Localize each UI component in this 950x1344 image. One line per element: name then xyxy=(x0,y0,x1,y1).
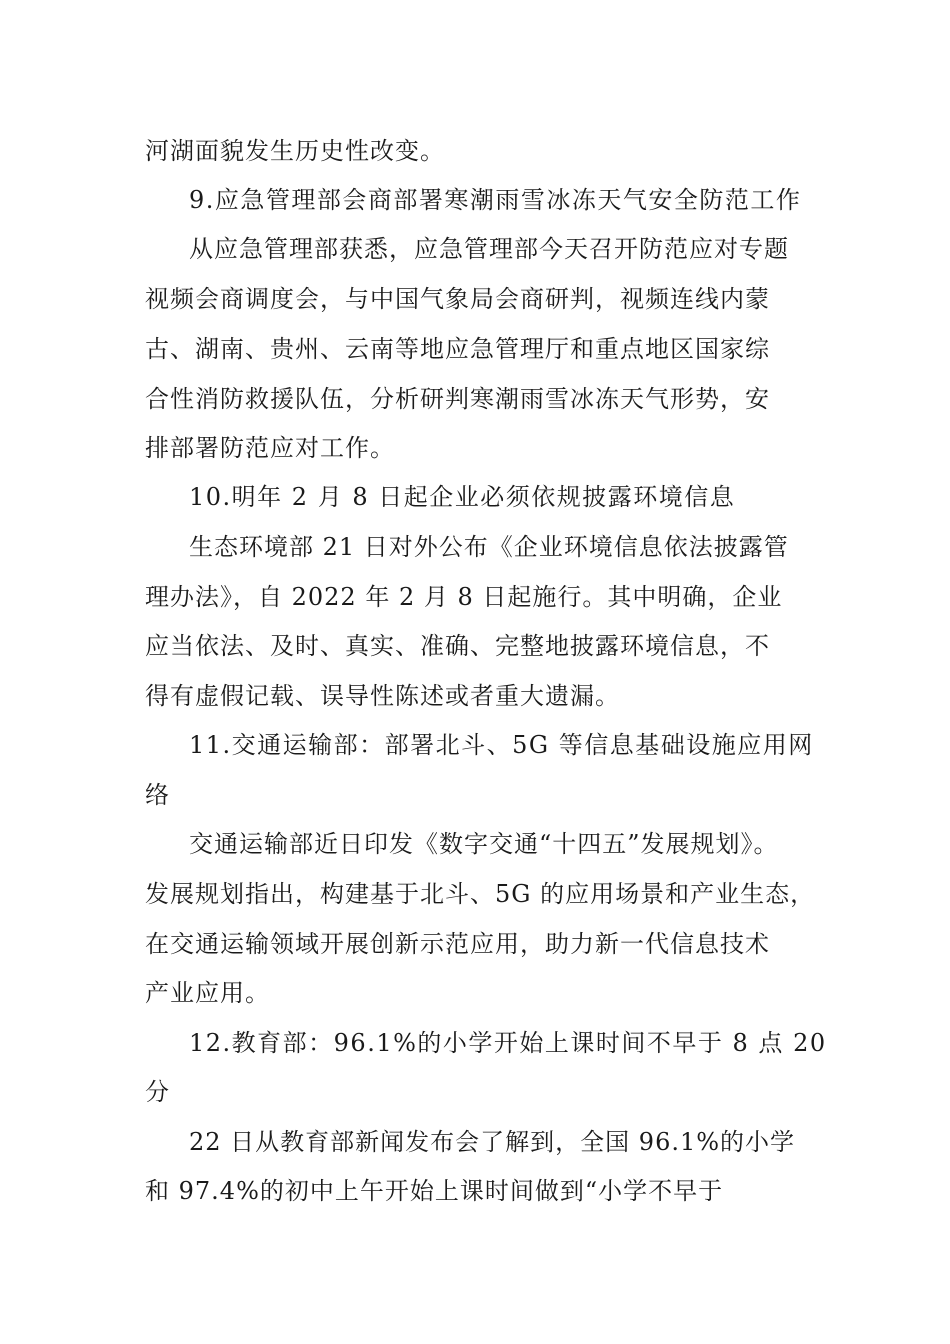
section-heading-11-continuation: 络 xyxy=(145,781,170,809)
paragraph-line: 和 97.4%的初中上午开始上课时间做到“小学不早于 xyxy=(145,1177,724,1205)
paragraph-line: 应当依法、及时、真实、准确、完整地披露环境信息，不 xyxy=(145,632,770,660)
paragraph-line: 生态环境部 21 日对外公布《企业环境信息依法披露管 xyxy=(189,533,789,561)
paragraph-line: 排部署防范应对工作。 xyxy=(145,434,395,462)
paragraph-line: 理办法》，自 2022 年 2 月 8 日起施行。其中明确，企业 xyxy=(145,583,783,611)
paragraph-line: 合性消防救援队伍，分析研判寒潮雨雪冰冻天气形势，安 xyxy=(145,385,770,413)
paragraph-line: 发展规划指出，构建基于北斗、5G 的应用场景和产业生态， xyxy=(145,880,816,908)
section-heading-9: 9.应急管理部会商部署寒潮雨雪冰冻天气安全防范工作 xyxy=(189,186,802,214)
section-heading-12: 12.教育部：96.1%的小学开始上课时间不早于 8 点 20 xyxy=(189,1029,827,1057)
paragraph-line: 得有虚假记载、误导性陈述或者重大遗漏。 xyxy=(145,682,620,710)
paragraph-line: 在交通运输领域开展创新示范应用，助力新一代信息技术 xyxy=(145,930,770,958)
paragraph-line: 产业应用。 xyxy=(145,979,270,1007)
paragraph-line: 河湖面貌发生历史性改变。 xyxy=(145,137,445,165)
paragraph-line: 视频会商调度会，与中国气象局会商研判，视频连线内蒙 xyxy=(145,285,770,313)
section-heading-12-continuation: 分 xyxy=(145,1078,170,1106)
paragraph-line: 古、湖南、贵州、云南等地应急管理厅和重点地区国家综 xyxy=(145,335,770,363)
paragraph-line: 从应急管理部获悉，应急管理部今天召开防范应对专题 xyxy=(189,235,789,263)
paragraph-line: 22 日从教育部新闻发布会了解到，全国 96.1%的小学 xyxy=(189,1128,796,1156)
section-heading-11: 11.交通运输部：部署北斗、5G 等信息基础设施应用网 xyxy=(189,731,814,759)
section-heading-10: 10.明年 2 月 8 日起企业必须依规披露环境信息 xyxy=(189,483,736,511)
paragraph-line: 交通运输部近日印发《数字交通“十四五”发展规划》。 xyxy=(189,830,779,858)
